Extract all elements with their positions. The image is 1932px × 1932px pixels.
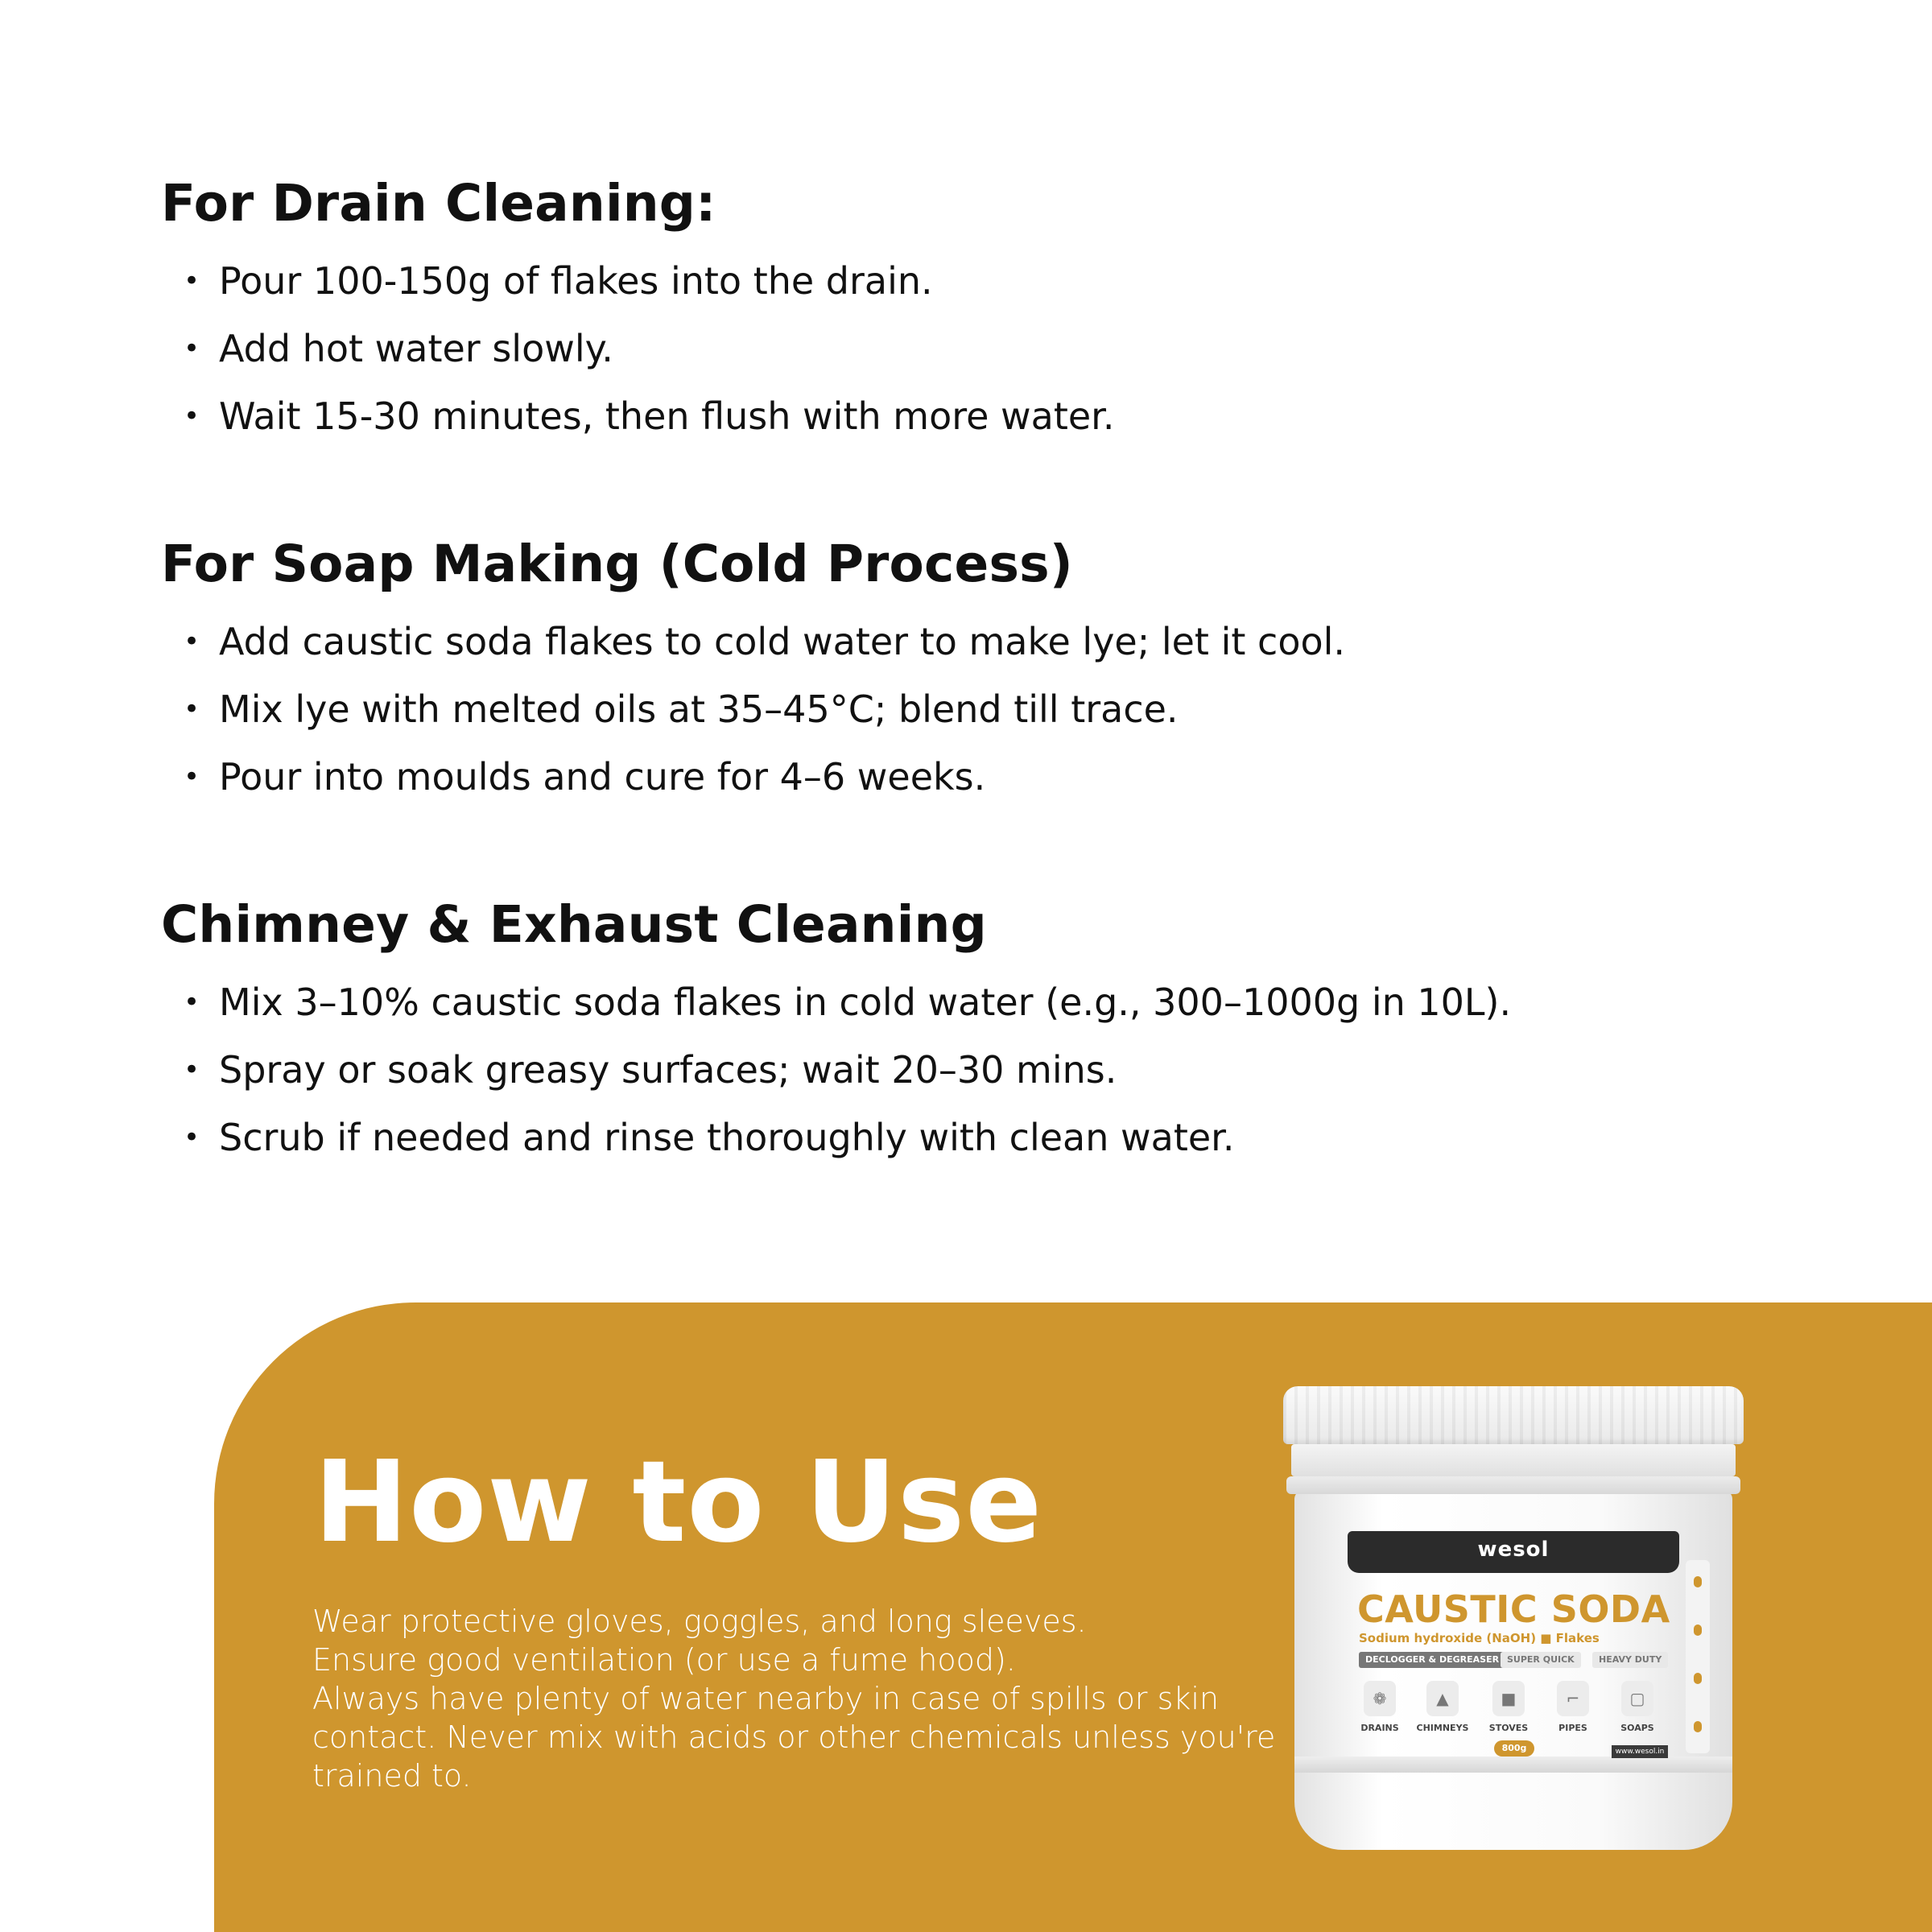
section-heading: For Soap Making (Cold Process) (161, 535, 1073, 593)
soap-making-section (161, 536, 1690, 811)
jar-band (1294, 1757, 1732, 1773)
use-label: CHIMNEYS (1416, 1723, 1469, 1733)
product-subtitle: Sodium hydroxide (NaOH) ■ Flakes (1359, 1631, 1600, 1645)
use-label: DRAINS (1360, 1723, 1399, 1733)
soap-icon: ▢ (1621, 1681, 1653, 1716)
list-item: • Add caustic soda flakes to cold water to make lye; let it cool. (161, 608, 1690, 675)
feature-icon (1694, 1624, 1702, 1636)
instruction-list (161, 247, 1690, 450)
section-heading: Chimney & Exhaust Cleaning (161, 895, 987, 954)
use-label: STOVES (1488, 1723, 1529, 1733)
feature-icon (1694, 1673, 1702, 1684)
safety-text (312, 1602, 1286, 1795)
list-item: • Spray or soak greasy surfaces; wait 20–30 mins. (161, 1036, 1690, 1104)
safety-line: Ensure good ventilation (or use a fume hood). (312, 1642, 1016, 1678)
instruction-list (161, 608, 1690, 811)
weight-badge: 800g (1494, 1740, 1534, 1757)
feature-icon (1694, 1721, 1702, 1732)
product-name: CAUSTIC SODA (1357, 1587, 1670, 1631)
use-label: PIPES (1558, 1723, 1587, 1733)
chimney-icon: ▲ (1426, 1681, 1459, 1716)
stove-icon: ■ (1492, 1681, 1525, 1716)
panel-title: How to Use (314, 1437, 1043, 1568)
list-item: • Mix lye with melted oils at 35–45°C; blend till trace. (161, 675, 1690, 743)
list-item: • Pour 100-150g of flakes into the drain. (161, 247, 1690, 315)
tag-chip: DECLOGGER & DEGREASER (1359, 1652, 1505, 1668)
chimney-cleaning-section (161, 897, 1690, 1171)
list-item: • Wait 15-30 minutes, then flush with more water. (161, 382, 1690, 450)
product-image (1283, 1386, 1744, 1852)
lid-band (1291, 1444, 1736, 1476)
list-item: • Scrub if needed and rinse thoroughly with clean water. (161, 1104, 1690, 1171)
section-heading: For Drain Cleaning: (161, 174, 716, 233)
tag-chip: HEAVY DUTY (1592, 1652, 1668, 1668)
tag-chip: SUPER QUICK (1501, 1652, 1581, 1668)
safety-line: Wear protective gloves, goggles, and long sleeves. (312, 1604, 1087, 1639)
brand-logo: wesol (1477, 1538, 1550, 1562)
list-item: • Mix 3–10% caustic soda flakes in cold water (e.g., 300–1000g in 10L). (161, 968, 1690, 1036)
drain-cleaning-section (161, 175, 1690, 450)
feature-icon (1694, 1576, 1702, 1587)
pipe-icon: ⌐ (1557, 1681, 1589, 1716)
website-label: www.wesol.in (1612, 1745, 1668, 1758)
use-label: SOAPS (1620, 1723, 1654, 1733)
drain-icon: ❁ (1364, 1681, 1396, 1716)
safety-line: Always have plenty of water nearby in case of spills or skin contact. Never mix with acids or other chemicals unless you're trained to. (312, 1681, 1276, 1794)
list-item: • Pour into moulds and cure for 4–6 weeks. (161, 743, 1690, 811)
instruction-list (161, 968, 1690, 1171)
list-item: • Add hot water slowly. (161, 315, 1690, 382)
lid-rim (1286, 1476, 1740, 1494)
lid-ribs (1283, 1386, 1744, 1444)
